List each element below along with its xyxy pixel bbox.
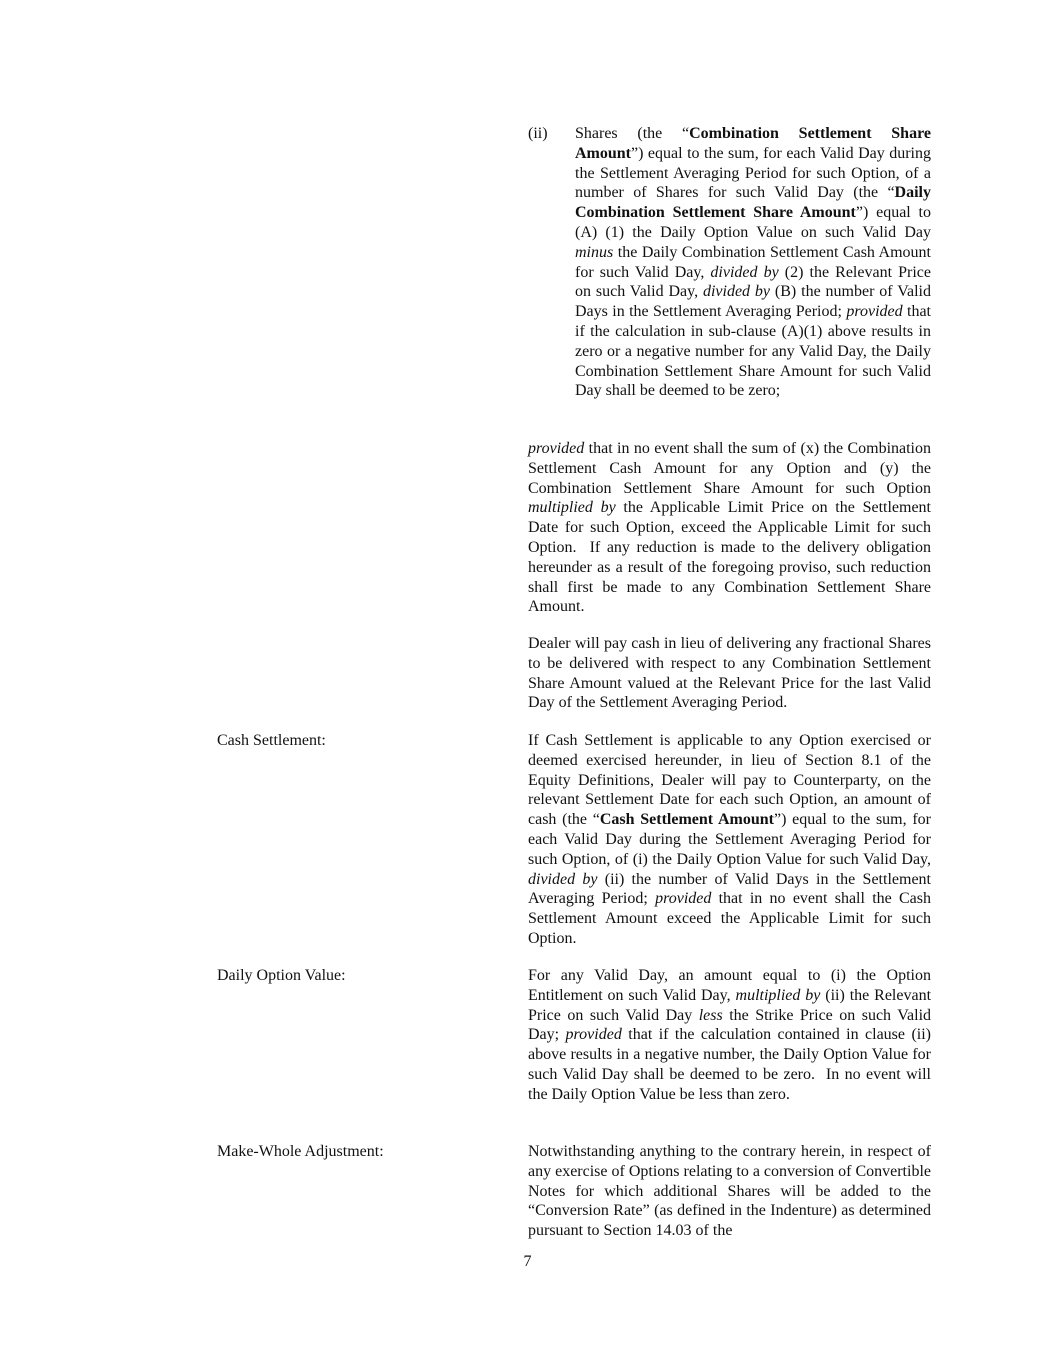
emphasis-text: less: [698, 1006, 723, 1024]
emphasis-text: minus: [575, 243, 614, 261]
text-run: Notwithstanding anything to the contrary herein, in respect of any exercise of Options relating to a conversion of Convertible Notes for which additional Shares will be added to the “Conversion Rate” (as defined in the Indenture) as determined pursuant to Section 14.03 of the: [528, 1143, 931, 1240]
emphasis-text: provided: [528, 440, 585, 457]
emphasis-text: divided by: [710, 263, 779, 281]
emphasis-text: divided by: [702, 283, 771, 301]
text-run: (B) the number of Valid Days in the Settlement Averaging Period;: [575, 283, 931, 321]
text-run: that if the calculation in sub-clause (A)(1) above results in zero or a negative number for any Valid Day, the Daily Combination Settlement Share Amount for such Valid Day shall be deemed to be zero;: [575, 303, 931, 400]
text-run: ”) equal to (A) (1) the Daily Option Value on such Valid Day: [575, 204, 931, 241]
term-text-make-whole-adjustment: [528, 1142, 931, 1241]
text-run: that in no event shall the sum of (x) the Combination Settlement Cash Amount for any Option and (y) the Combination Settlement Share Amount for such Option: [528, 440, 931, 497]
defined-term: Cash Settlement Amount: [599, 811, 774, 829]
emphasis-text: provided: [655, 890, 712, 908]
term-text-daily-option-value: [528, 966, 931, 1105]
term-label-daily-option-value: Daily Option Value:: [217, 967, 346, 984]
emphasis-text: multiplied by: [735, 986, 821, 1004]
text-run: ”) equal to the sum, for each Valid Day during the Settlement Averaging Period for such Option, of a number of Shares for such Valid Day (the “: [575, 144, 931, 202]
proviso-paragraph: [528, 439, 931, 617]
text-run: (2) the Relevant Price on such Valid Day,: [575, 263, 931, 301]
text-run: (ii) the number of Valid Days in the Settlement Averaging Period;: [528, 870, 931, 908]
text-run: the Applicable Limit Price on the Settlement Date for such Option, exceed the Applicable Limit for such Option. If any reduction is made to the delivery obligation hereunder as a result of the foregoing proviso, such reduction shall first be made to any Combination Settlement Share Amount.: [528, 499, 931, 616]
emphasis-text: divided by: [528, 870, 598, 888]
text-run: For any Valid Day, an amount equal to (i) the Option Entitlement on such Valid Day,: [528, 967, 931, 1004]
defined-term: Daily Combination Settlement Share Amount: [575, 184, 931, 222]
text-run: that in no event shall the Cash Settlement Amount exceed the Applicable Limit for such Option.: [528, 890, 931, 947]
text-run: that if the calculation contained in clause (ii) above results in a negative number, the Daily Option Value for such Valid Day shall be deemed to be zero. In no event will the Daily Option Value be less than zero.: [528, 1026, 931, 1103]
text-run: the Strike Price on such Valid Day;: [528, 1006, 932, 1044]
term-text-cash-settlement: [528, 731, 931, 949]
text-run: ”) equal to the sum, for each Valid Day during the Settlement Averaging Period for such Option, of (i) the Daily Option Value for such Valid Day,: [528, 811, 932, 868]
emphasis-text: provided: [846, 303, 903, 321]
term-label-cash-settlement: Cash Settlement:: [217, 732, 326, 749]
sub-clause-marker: (ii): [528, 125, 548, 142]
fractional-shares-paragraph: [528, 634, 931, 713]
emphasis-text: provided: [565, 1026, 622, 1044]
term-label-make-whole-adjustment: Make-Whole Adjustment:: [217, 1143, 384, 1160]
defined-term: Combination Settlement Share Amount: [575, 125, 931, 162]
text-run: (ii) the Relevant Price on such Valid Day: [528, 986, 932, 1024]
emphasis-text: multiplied by: [528, 499, 616, 517]
text-run: If Cash Settlement is applicable to any Option exercised or deemed exercised hereunder, in lieu of Section 8.1 of the Equity Definitions, Dealer will pay to Counterparty, on the relevant Settlement Date for each such Option, an amount of cash (the “: [528, 732, 931, 829]
text-run: Shares (the “: [575, 125, 690, 142]
page-number: 7: [523, 1253, 532, 1270]
text-run: the Daily Combination Settlement Cash Amount for such Valid Day,: [575, 243, 931, 281]
sub-clause-text: [575, 124, 931, 401]
text-run: Dealer will pay cash in lieu of delivering any fractional Shares to be delivered with respect to any Combination Settlement Share Amount valued at the Relevant Price for the last Valid Day of the Settlement Averaging Period.: [528, 635, 931, 712]
